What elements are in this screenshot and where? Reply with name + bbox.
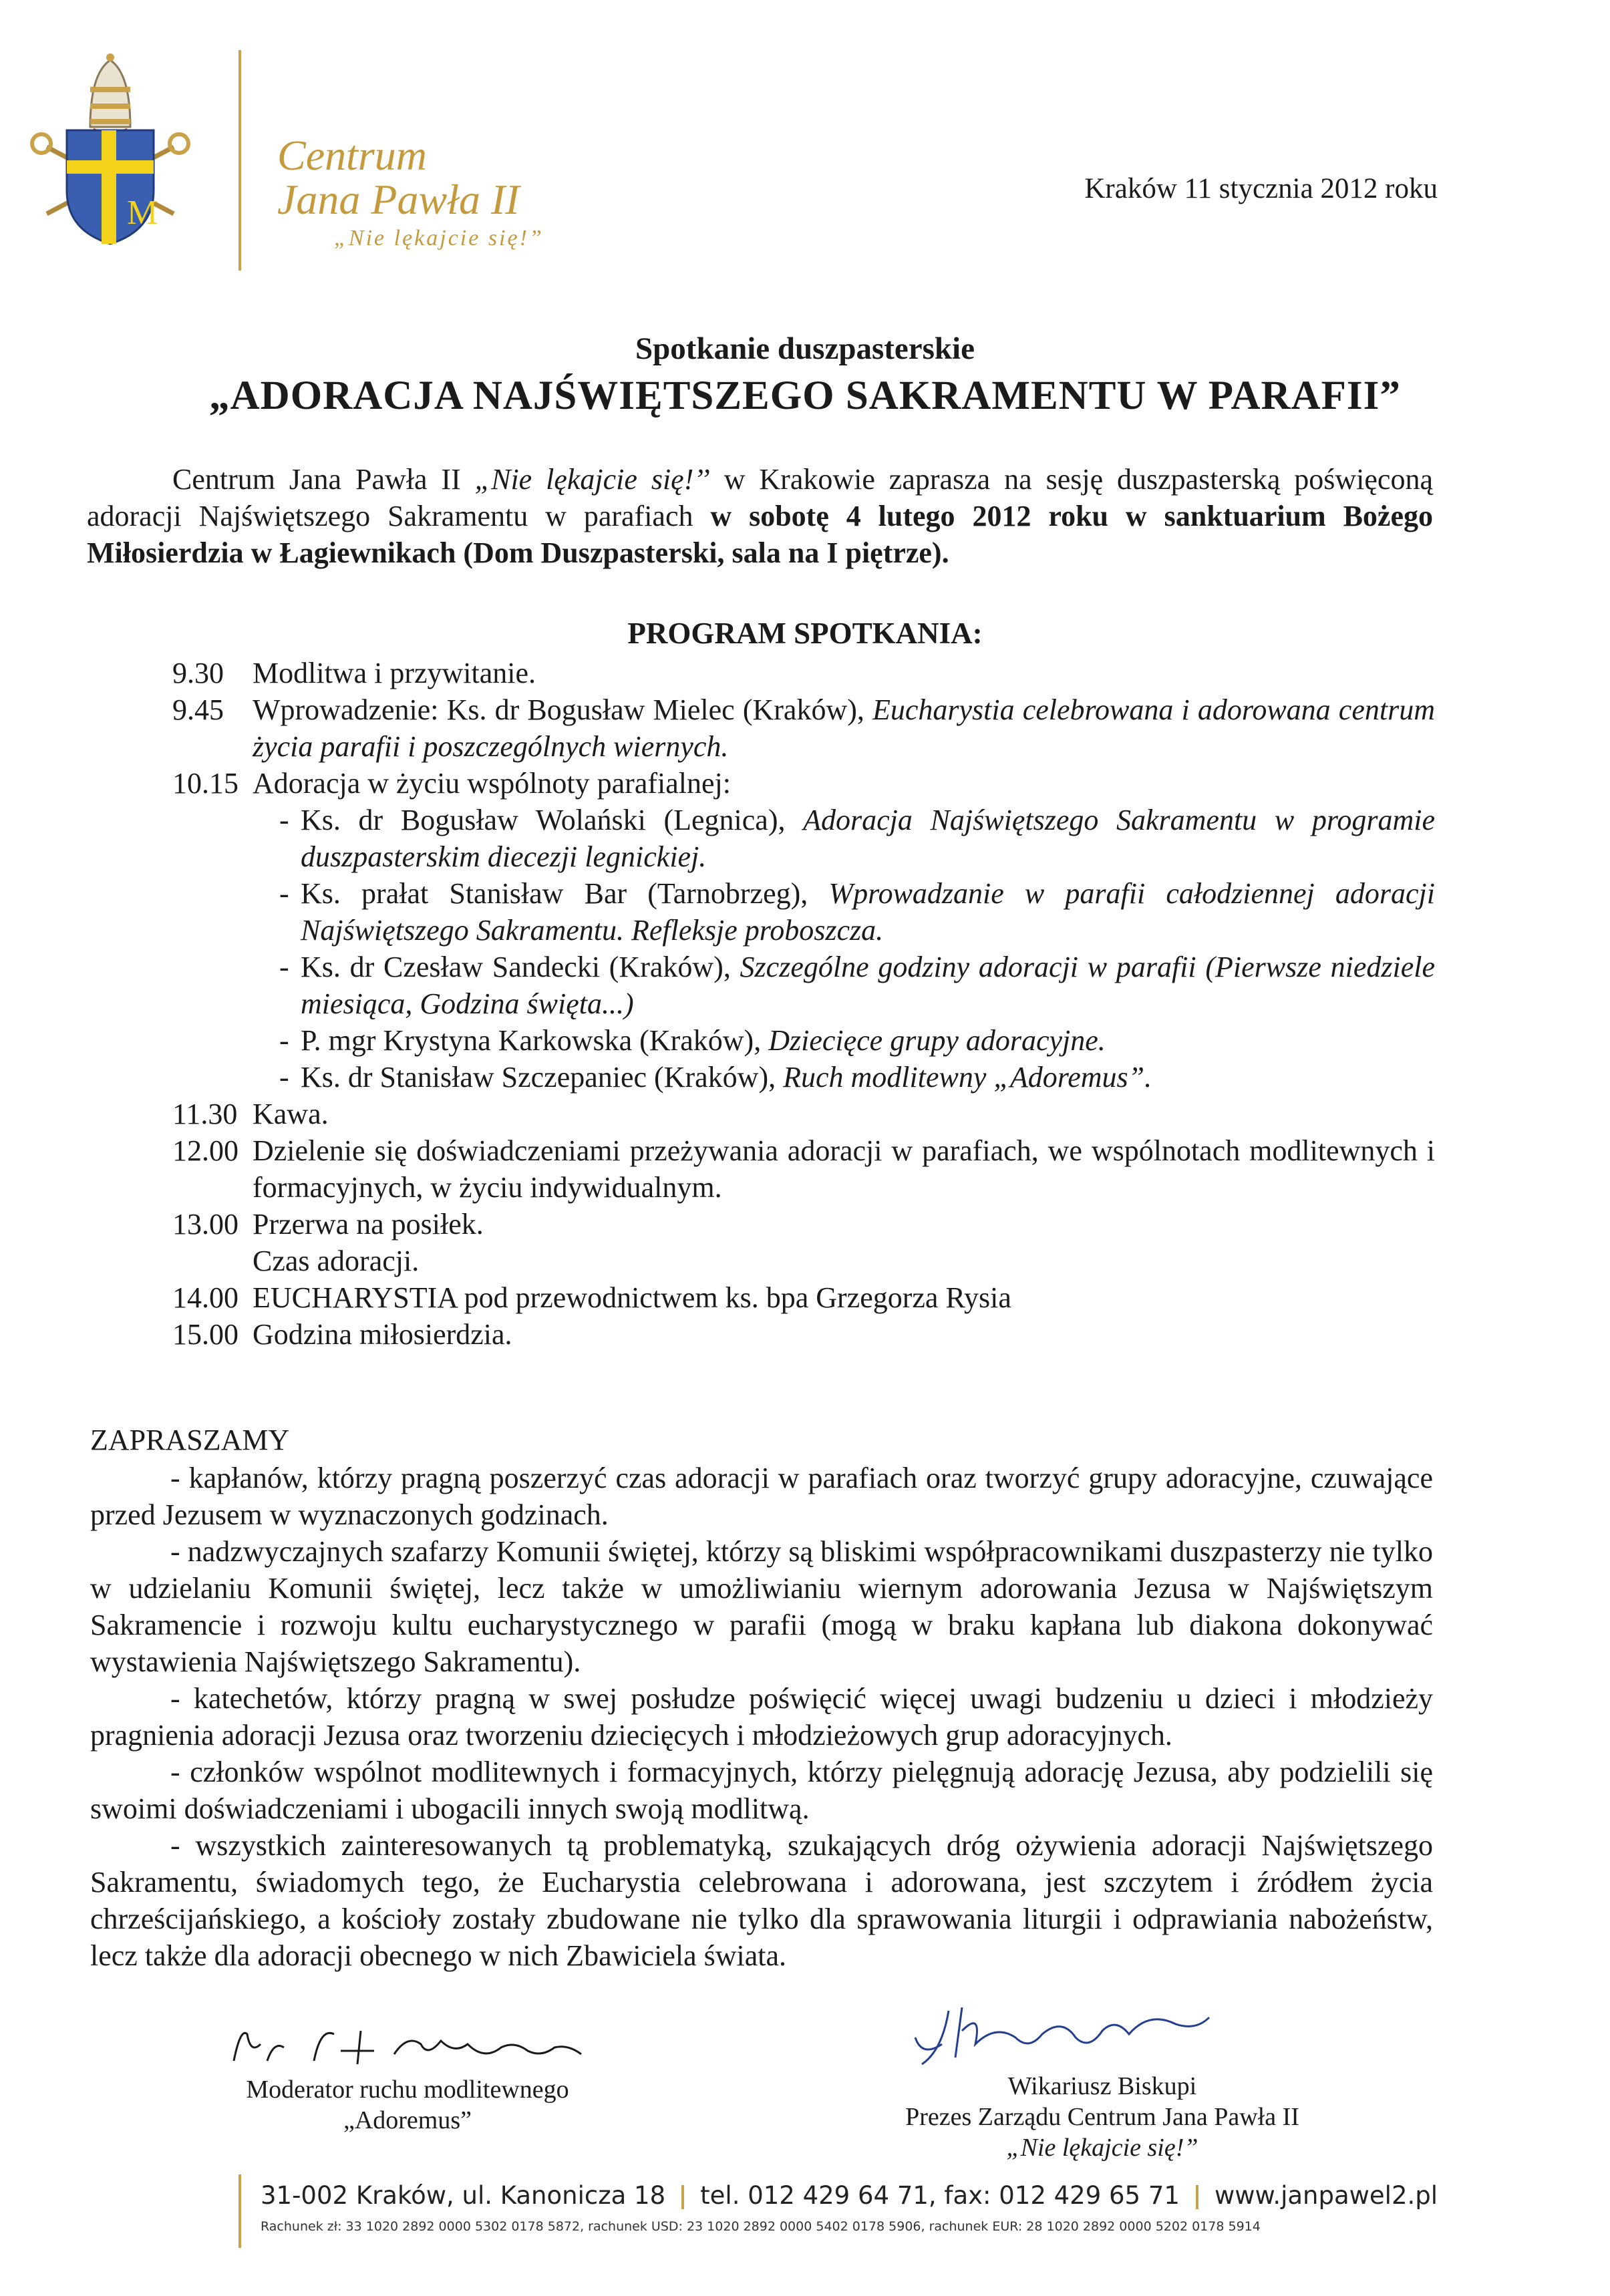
- invite-paragraph: - katechetów, którzy pragną w swej posłudze poświęcić więcej uwagi budzeniu u dzieci i młodzieży pragnienia adoracji Jezusa oraz tworzeniu dziecięcych i młodzieżowych grup adoracyjnych.: [90, 1682, 1433, 1752]
- speaker-list: [172, 802, 1435, 1096]
- signature-block-left: [220, 2014, 595, 2136]
- program-item: [172, 1206, 1435, 1243]
- speaker-name: Ks. dr Czesław Sandecki (Kraków),: [301, 951, 740, 983]
- letter-date: Kraków 11 stycznia 2012 roku: [1084, 173, 1438, 204]
- program-item: [172, 1316, 1435, 1353]
- speaker-name: Ks. dr Stanisław Szczepaniec (Kraków),: [301, 1061, 784, 1094]
- invite-paragraph: - członków wspólnot modlitewnych i formacyjnych, którzy pielęgnują adorację Jezusa, aby podzielili się swoimi doświadczeniami i ubogacili innych swoją modlitwą.: [90, 1756, 1433, 1825]
- program-text: EUCHARYSTIA pod przewodnictwem ks. bpa Grzegorza Rysia: [253, 1281, 1011, 1314]
- program-item: [172, 655, 1435, 691]
- program-text: Dzielenie się doświadczeniami przeżywania adoracji w parafiach, we wspólnotach modlitewnych i formacyjnych, w życiu indywidualnym.: [253, 1134, 1435, 1204]
- program-list: [172, 655, 1435, 1353]
- program-text: [253, 691, 1435, 765]
- invite-paragraph: - kapłanów, którzy pragną poszerzyć czas adoracji w parafiach oraz tworzyć grupy adoracyjne, czuwające przed Jezusem w wyznaczonych godzinach.: [90, 1462, 1433, 1531]
- speaker-topic: Dziecięce grupy adoracyjne.: [768, 1024, 1106, 1057]
- program-item: [172, 765, 1435, 802]
- left-signer-title: Moderator ruchu modlitewnego: [246, 2076, 569, 2104]
- footer-phone: tel. 012 429 64 71, fax: 012 429 65 71: [700, 2181, 1180, 2210]
- org-line1: Centrum: [277, 132, 427, 179]
- papal-crest-logo: [27, 47, 194, 247]
- footer-bank-accounts: Rachunek zł: 33 1020 2892 0000 5302 0178 5872, rachunek USD: 23 1020 2892 0000 5402 0178 5906, rachunek EUR: 28 1020 2892 0000 5202 0178 5914: [261, 2219, 1261, 2234]
- program-time: 12.00: [172, 1134, 238, 1167]
- right-signer-role: Prezes Zarządu Centrum Jana Pawła II: [905, 2103, 1299, 2131]
- footer-divider: [238, 2174, 241, 2248]
- svg-text:M: M: [127, 194, 158, 232]
- speaker-topic: Wprowadzanie w parafii całodziennej adoracji Najświętszego Sakramentu. Refleksje proboszcza.: [301, 877, 1435, 947]
- right-signer-title: Wikariusz Biskupi: [1007, 2072, 1197, 2100]
- speaker-topic: Ruch modlitewny „Adoremus”.: [783, 1061, 1152, 1094]
- intro-paragraph: [87, 461, 1433, 571]
- main-title: „ADORACJA NAJŚWIĘTSZEGO SAKRAMENTU W PARAFII”: [209, 373, 1401, 418]
- program-topic: Eucharystia celebrowana i adorowana centrum życia parafii i poszczególnych wiernych.: [253, 693, 1435, 763]
- speaker-name: Ks. prałat Stanisław Bar (Tarnobrzeg),: [301, 877, 829, 910]
- speaker-topic: Adoracja Najświętszego Sakramentu w programie duszpasterskim diecezji legnickiej.: [301, 804, 1435, 873]
- signature-block-right: [862, 1997, 1343, 2163]
- speaker-topic: Szczególne godziny adoracji w parafii (Pierwsze niedziele miesiąca, Godzina święta...): [301, 951, 1435, 1020]
- program-continuation: Czas adoracji.: [253, 1245, 420, 1277]
- invite-heading: ZAPRASZAMY: [90, 1424, 290, 1456]
- speaker-item: - Ks. dr Stanisław Szczepaniec (Kraków), Ruch modlitewny „Adoremus”.: [279, 1061, 1152, 1094]
- program-item: [172, 1096, 1435, 1132]
- footer-website: www.janpawel2.pl: [1214, 2181, 1438, 2210]
- program-speaker: Wprowadzenie: Ks. dr Bogusław Mielec (Kraków),: [253, 693, 872, 726]
- invite-paragraph: - nadzwyczajnych szafarzy Komunii świętej, którzy są bliskimi współpracownikami duszpasterzy nie tylko w udzielaniu Komunii świętej, lecz także w umożliwianiu wiernym adorowania Jezusa w Najświętszym Sakramencie i rozwoju kultu eucharystycznego w parafii (mogą w braku kapłana lub diakona dokonywać wystawienia Najświętszego Sakramentu).: [90, 1535, 1433, 1678]
- program-item: [172, 1132, 1435, 1206]
- program-text: Modlitwa i przywitanie.: [253, 657, 536, 689]
- handwritten-signature-left: [220, 2014, 595, 2074]
- intro-text-1: Centrum Jana Pawła II: [172, 463, 475, 496]
- program-text: Adoracja w życiu wspólnoty parafialnej:: [253, 767, 731, 800]
- org-motto: „Nie lękajcie się!”: [334, 226, 544, 251]
- handwritten-signature-right: [862, 1997, 1343, 2071]
- organization-name: [277, 134, 544, 251]
- program-time: 13.00: [172, 1208, 238, 1241]
- program-text: Godzina miłosierdzia.: [253, 1318, 512, 1351]
- intro-text-2: w Krakowie zaprasza na sesję duszpasterską poświęconą adoracji Najświętszego Sakramentu w parafiach: [87, 463, 1433, 532]
- intro-motto: „Nie lękajcie się!’’: [474, 463, 710, 496]
- org-line2: Jana Pawła II: [277, 176, 520, 223]
- program-item: [172, 691, 1435, 765]
- right-signer-motto: „Nie lękajcie się!”: [1006, 2134, 1198, 2162]
- program-time: 10.15: [172, 767, 238, 800]
- subtitle: Spotkanie duszpasterskie: [635, 331, 975, 366]
- program-time: 15.00: [172, 1318, 238, 1351]
- intro-bold: w sobotę 4 lutego 2012 roku w sanktuarium Bożego Miłosierdzia w Łagiewnikach (Dom Duszpasterski, sala na I piętrze).: [87, 500, 1433, 569]
- speaker-name: P. mgr Krystyna Karkowska (Kraków),: [301, 1024, 769, 1057]
- invite-paragraph: - wszystkich zainteresowanych tą problematyką, szukających dróg ożywienia adoracji Najświętszego Sakramentu, świadomych tego, że Eucharystia celebrowana i adorowana, jest szczytem i źródłem życia chrześcijańskiego, a kościoły zostały zbudowane nie tylko dla sprawowania liturgii i odprawiania nabożeństw, lecz także dla adoracji obecnego w nich Zbawiciela świata.: [90, 1829, 1433, 1972]
- speaker-item: - P. mgr Krystyna Karkowska (Kraków), Dziecięce grupy adoracyjne.: [279, 1024, 1106, 1057]
- speaker-name: Ks. dr Bogusław Wolański (Legnica),: [301, 804, 804, 836]
- program-item: [172, 1279, 1435, 1316]
- program-time: 11.30: [172, 1098, 238, 1130]
- program-time: 14.00: [172, 1281, 238, 1314]
- program-text: Kawa.: [253, 1098, 329, 1130]
- program-time: 9.30: [172, 657, 224, 689]
- program-text: Przerwa na posiłek.: [253, 1208, 484, 1241]
- speaker-item: - Ks. dr Czesław Sandecki (Kraków), Szczególne godziny adoracji w parafii (Pierwsze niedziele miesiąca, Godzina święta...): [279, 951, 1435, 1020]
- footer-address: 31-002 Kraków, ul. Kanonicza 18: [261, 2181, 666, 2210]
- footer: [261, 2181, 1438, 2234]
- program-time: 9.45: [172, 693, 224, 726]
- speaker-item: - Ks. prałat Stanisław Bar (Tarnobrzeg), Wprowadzanie w parafii całodziennej adoracji Najświętszego Sakramentu. Refleksje proboszcza.: [279, 877, 1435, 947]
- program-title: PROGRAM SPOTKANIA:: [627, 617, 983, 650]
- left-signer-movement: „Adoremus”: [343, 2106, 472, 2134]
- speaker-item: - Ks. dr Bogusław Wolański (Legnica), Adoracja Najświętszego Sakramentu w programie duszpasterskim diecezji legnickiej.: [279, 804, 1435, 873]
- invite-list: [90, 1460, 1433, 1974]
- header-divider: [238, 50, 241, 271]
